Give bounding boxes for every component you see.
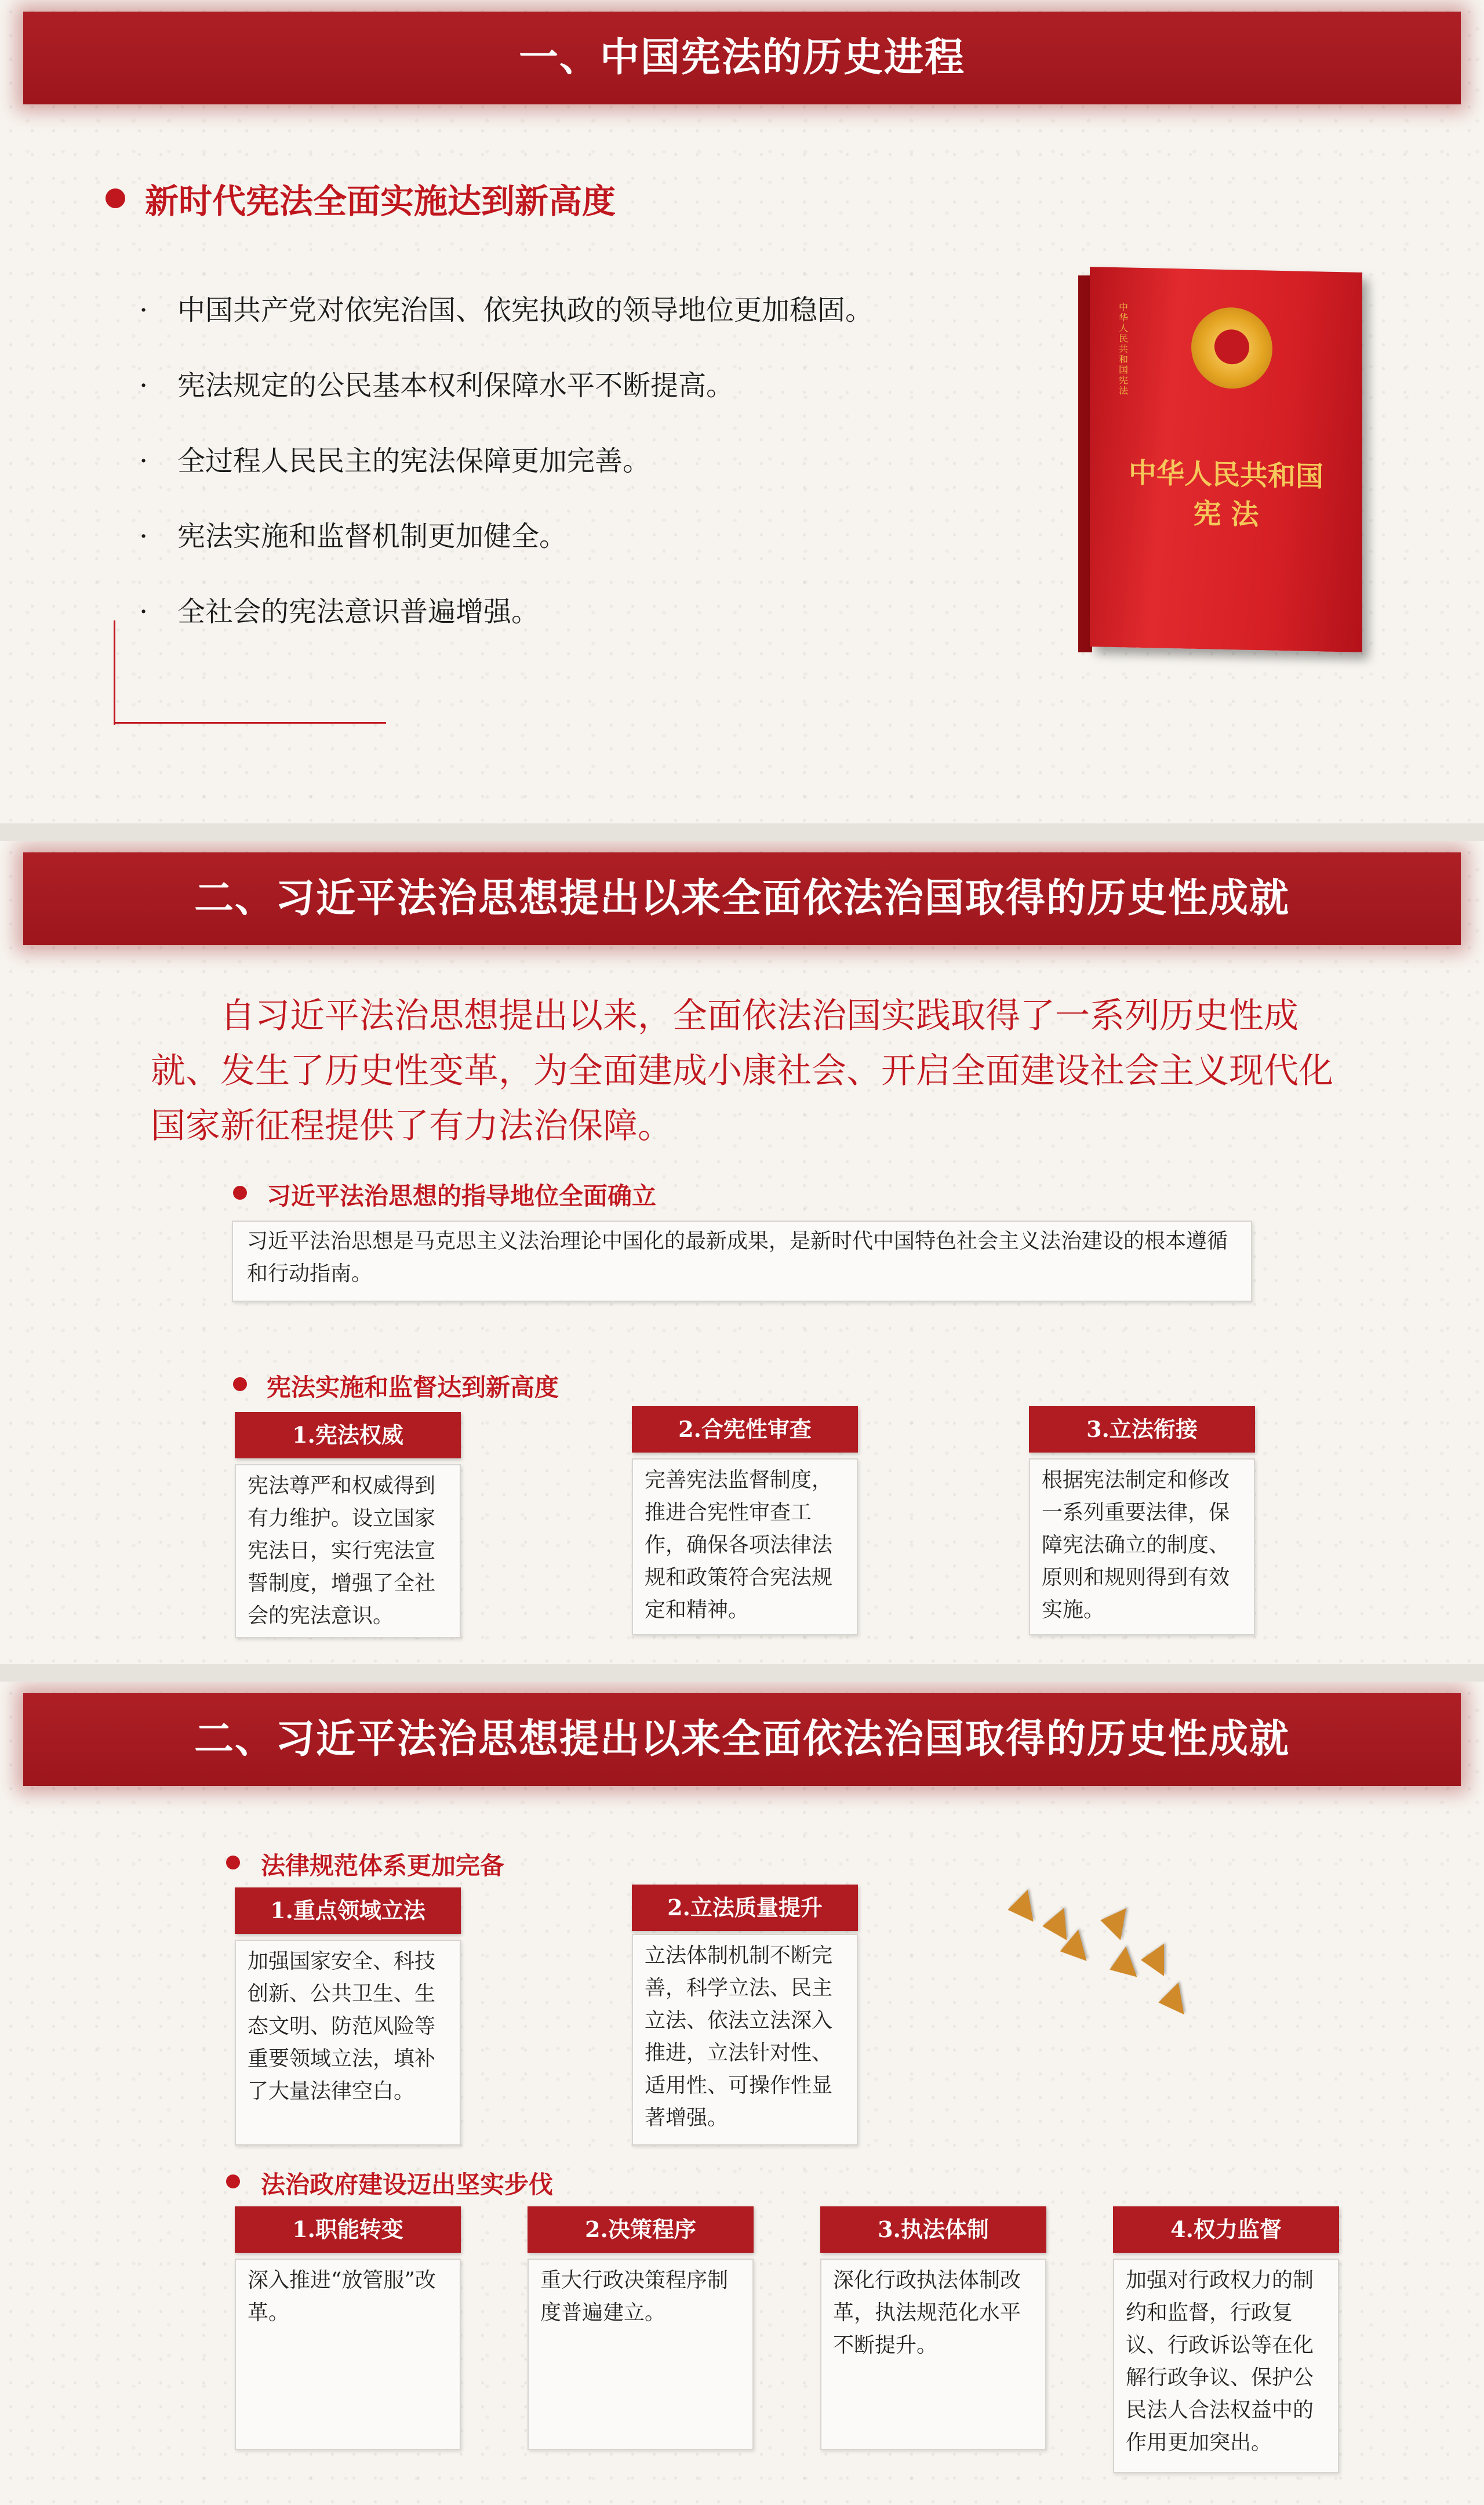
card-title: 1.职能转变 <box>235 2206 461 2253</box>
bird-icon <box>1155 1983 1184 2018</box>
card-title: 4.权力监督 <box>1113 2206 1339 2253</box>
list-item-text: 中国共产党对依宪治国、依宪执政的领导地位更加稳固。 <box>177 294 874 326</box>
list-item-text: 全过程人民民主的宪法保障更加完善。 <box>177 445 651 477</box>
card-title: 2.立法质量提升 <box>632 1885 858 1931</box>
card-body: 重大行政决策程序制度普遍建立。 <box>528 2259 754 2450</box>
bullet-symbol: · <box>139 445 148 477</box>
card-body: 宪法尊严和权威得到有力维护。设立国家宪法日，实行宪法宣誓制度，增强了全社会的宪法意识。 <box>235 1464 461 1638</box>
constitution-book-image <box>1078 264 1368 658</box>
guidance-textbox: 习近平法治思想是马克思主义法治理论中国化的最新成果，是新时代中国特色社会主义法治建设的根本遵循和行动指南。 <box>232 1221 1252 1302</box>
bullet-symbol: · <box>139 520 148 553</box>
bird-icon <box>1056 1930 1086 1967</box>
decorative-line-vertical <box>114 620 115 725</box>
book-cover <box>1090 267 1362 652</box>
list-item <box>139 368 873 444</box>
heading-bullet-dot <box>226 2174 240 2188</box>
bird-icon <box>1005 1890 1033 1926</box>
list-item-text: 宪法规定的公民基本权利保障水平不断提高。 <box>177 369 734 402</box>
national-emblem-icon <box>1191 307 1272 390</box>
section-heading: 法律规范体系更加完备 <box>261 1851 505 1880</box>
card-title: 1.宪法权威 <box>235 1412 461 1458</box>
list-item <box>139 293 873 368</box>
slide-title: 二、习近平法治思想提出以来全面依法治国取得的历史性成就 <box>23 852 1461 945</box>
achievement-list <box>139 293 873 670</box>
bullet-symbol: · <box>139 294 148 326</box>
card-body: 完善宪法监督制度，推进合宪性审查工作，确保各项法律法规和政策符合宪法规定和精神。 <box>632 1458 858 1635</box>
list-item <box>139 519 873 594</box>
section-heading: 习近平法治思想的指导地位全面确立 <box>267 1182 657 1210</box>
bullet-symbol: · <box>139 369 148 402</box>
card-body: 根据宪法制定和修改一系列重要法律，保障宪法确立的制度、原则和规则得到有效实施。 <box>1029 1458 1255 1635</box>
decorative-line-horizontal <box>114 722 386 724</box>
list-item-text: 全社会的宪法意识普遍增强。 <box>177 596 540 628</box>
book-spine-text: 中华人民共和国宪法 <box>1119 302 1129 397</box>
heading-bullet-dot <box>106 188 125 208</box>
card-body: 深化行政执法体制改革，执法规范化水平不断提升。 <box>820 2259 1046 2450</box>
card-body: 加强对行政权力的制约和监督，行政复议、行政诉讼等在化解行政争议、保护公民法人合法权益中的作用更加突出。 <box>1113 2259 1339 2473</box>
card-body: 加强国家安全、科技创新、公共卫生、生态文明、防范风险等重要领域立法，填补了大量法律空白。 <box>235 1940 461 2145</box>
list-item-text: 宪法实施和监督机制更加健全。 <box>177 520 568 553</box>
card-title: 3.立法衔接 <box>1029 1406 1255 1453</box>
section-heading: 新时代宪法全面实施达到新高度 <box>145 181 616 221</box>
section-heading: 法治政府建设迈出坚实步伐 <box>261 2170 554 2199</box>
heading-bullet-dot <box>233 1186 247 1200</box>
card-title: 2.决策程序 <box>528 2206 754 2253</box>
section-heading: 宪法实施和监督达到新高度 <box>267 1373 559 1402</box>
intro-paragraph: 自习近平法治思想提出以来，全面依法治国实践取得了一系列历史性成就、发生了历史性变革，为全面建成小康社会、开启全面建设社会主义现代化国家新征程提供了有力法治保障。 <box>151 996 1333 1146</box>
slide-title: 一、中国宪法的历史进程 <box>23 12 1461 104</box>
slide-history <box>0 0 1484 823</box>
bullet-symbol: · <box>139 596 148 628</box>
card-title: 2.合宪性审查 <box>632 1406 858 1453</box>
card-title: 3.执法体制 <box>820 2206 1046 2253</box>
card-body: 立法体制机制不断完善，科学立法、民主立法、依法立法深入推进，立法针对性、适用性、可操作性显著增强。 <box>632 1934 858 2145</box>
card-title: 1.重点领域立法 <box>235 1887 461 1934</box>
bird-icon <box>1104 1947 1137 1985</box>
list-item <box>139 594 873 670</box>
card-body: 深入推进“放管服”改革。 <box>235 2259 461 2450</box>
book-title-line1: 中华人民共和国 <box>1128 456 1323 493</box>
book-title-line2: 宪 法 <box>1193 497 1259 532</box>
bird-icon <box>1097 1904 1126 1940</box>
list-item <box>139 444 873 519</box>
slide-title: 二、习近平法治思想提出以来全面依法治国取得的历史性成就 <box>23 1693 1461 1786</box>
book-title <box>1090 452 1362 537</box>
bird-icon <box>1141 1944 1164 1976</box>
heading-bullet-dot <box>233 1377 247 1391</box>
heading-bullet-dot <box>226 1856 240 1869</box>
